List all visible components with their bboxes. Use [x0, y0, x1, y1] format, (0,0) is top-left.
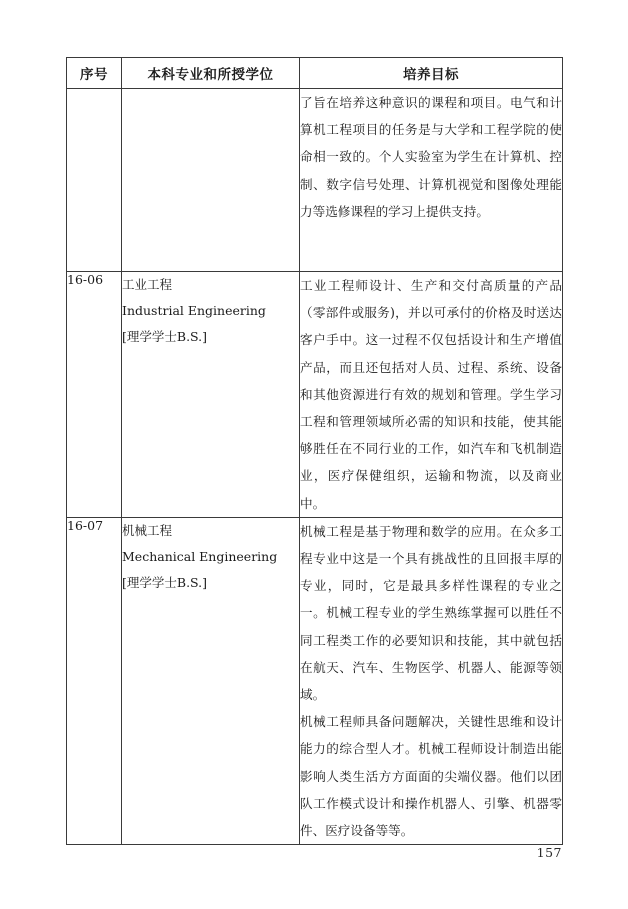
table-row [67, 517, 563, 844]
degree-label: [理学学士B.S.] [122, 329, 208, 344]
table-row [67, 272, 563, 518]
column-header-major: 本科专业和所授学位 [122, 58, 300, 89]
cell-training-goal [300, 517, 563, 844]
cell-training-goal [300, 89, 563, 272]
curriculum-table [66, 57, 563, 845]
cell-training-goal [300, 272, 563, 518]
major-name-en: Industrial Engineering [122, 303, 266, 318]
column-header-goal: 培养目标 [300, 58, 563, 89]
goal-paragraph-2: 机械工程师具备问题解决，关键性思维和设计能力的综合型人才。机械工程师设计制造出能影响人类生活方方面面的尖端仪器。他们以团队工作模式设计和操作机器人、引擎、机器零件、医疗设备等等。 [300, 714, 562, 839]
major-name-cn: 机械工程 [122, 522, 173, 538]
goal-paragraph: 了旨在培养这种意识的课程和项目。电气和计算机工程项目的任务是与大学和工程学院的使命相一致的。个人实验室为学生在计算机、控制、数字信号处理、计算机视觉和图像处理能力等选修课程的学习上提供支持。 [300, 95, 562, 219]
goal-paragraph-1: 机械工程是基于物理和数学的应用。在众多工程专业中这是一个具有挑战性的且回报丰厚的专业，同时，它是最具多样性课程的专业之一。机械工程专业的学生熟练掌握可以胜任不同工程类工作的必要知识和技能，其中就包括在航天、汽车、生物医学、机器人、能源等领域。 [300, 523, 562, 703]
cell-serial-number: 16-06 [67, 272, 122, 518]
goal-paragraph: 工业工程师设计、生产和交付高质量的产品（零部件或服务)，并以可承付的价格及时送达客户手中。这一过程不仅包括设计和生产增值产品，而且还包括对人员、过程、系统、设备和其他资源进行有效的规划和管理。学生学习工程和管理领域所必需的知识和技能，使其能够胜任在不同行业的工作，如汽车和飞机制造业，医疗保健组织，运输和物流，以及商业中。 [300, 278, 562, 511]
cell-major [122, 89, 300, 272]
cell-serial-number [67, 89, 122, 272]
cell-major [122, 517, 300, 844]
cell-major [122, 272, 300, 518]
table-header-row [67, 58, 563, 89]
degree-label: [理学学士B.S.] [122, 574, 208, 590]
major-name-en: Mechanical Engineering [122, 548, 278, 564]
major-name-cn: 工业工程 [122, 277, 173, 292]
table-row [67, 89, 563, 272]
column-header-no: 序号 [67, 58, 122, 89]
page-number: 157 [536, 845, 562, 860]
cell-serial-number: 16-07 [67, 517, 122, 844]
